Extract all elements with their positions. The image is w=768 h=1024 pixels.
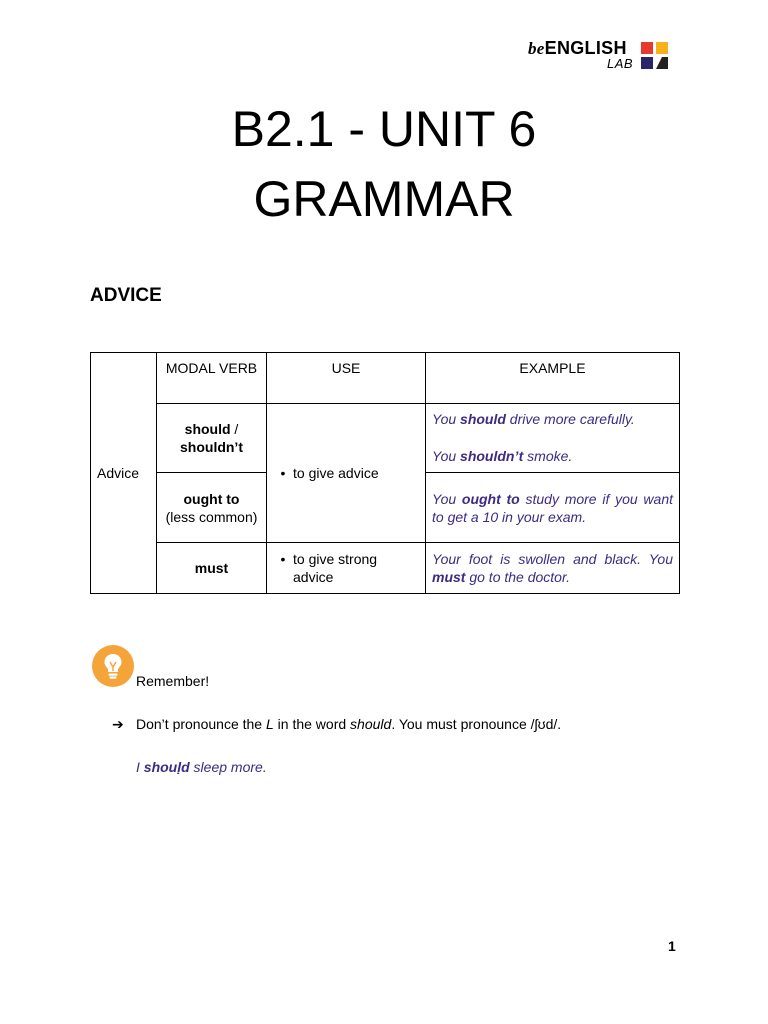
grammar-table [90, 352, 680, 594]
page-number: 1 [668, 938, 676, 954]
note-text: Don’t pronounce the L in the word should. You must pronounce /ʃʊd/. [136, 716, 562, 732]
table-header-row [91, 353, 680, 404]
example-cell-ought-to [426, 473, 680, 543]
use-bullet-item: • to give strong advice [273, 550, 419, 586]
verb-cell-must: must [157, 543, 267, 594]
brand-logo [528, 38, 673, 74]
use-cell-strong [267, 543, 426, 594]
verb-cell-ought-to: ought to (less common) [157, 473, 267, 543]
use-bullet-item: • to give advice [273, 464, 419, 482]
example-should: You should drive more carefully. [432, 411, 635, 427]
logo-english: ENGLISH [544, 38, 627, 58]
lightbulb-icon [92, 645, 134, 687]
pronunciation-note [112, 716, 561, 733]
logo-lab: LAB [607, 56, 634, 71]
example-cell-should [426, 404, 680, 473]
arrow-right-icon: ➔ [112, 716, 124, 732]
logo-be: be [528, 39, 545, 58]
header-modal-verb: MODAL VERB [157, 353, 267, 404]
example-cell-must [426, 543, 680, 594]
logo-squares-icon [641, 42, 669, 70]
table-row [91, 543, 680, 594]
header-use: USE [267, 353, 426, 404]
header-example: EXAMPLE [426, 353, 680, 404]
page-title [0, 94, 768, 234]
category-cell: Advice [91, 353, 157, 594]
table-row [91, 404, 680, 473]
remember-label: Remember! [136, 673, 210, 689]
example-ought-to: You ought to study more if you want to get a 10 in your exam. [432, 490, 673, 525]
verb-cell-should: should / shouldn’t [157, 404, 267, 473]
title-line-1: B2.1 - UNIT 6 [231, 101, 537, 157]
bullet-icon: • [280, 465, 286, 481]
example-sentence: I shouḷd sleep more. [136, 759, 267, 775]
use-cell-advice [267, 404, 426, 543]
title-line-2: GRAMMAR [253, 171, 515, 227]
example-shouldnt: You shouldn’t smoke. [432, 448, 573, 464]
bullet-icon: • [280, 551, 286, 567]
example-must: Your foot is swollen and black. You must go to the doctor. [432, 551, 673, 585]
section-heading: ADVICE [90, 285, 162, 306]
